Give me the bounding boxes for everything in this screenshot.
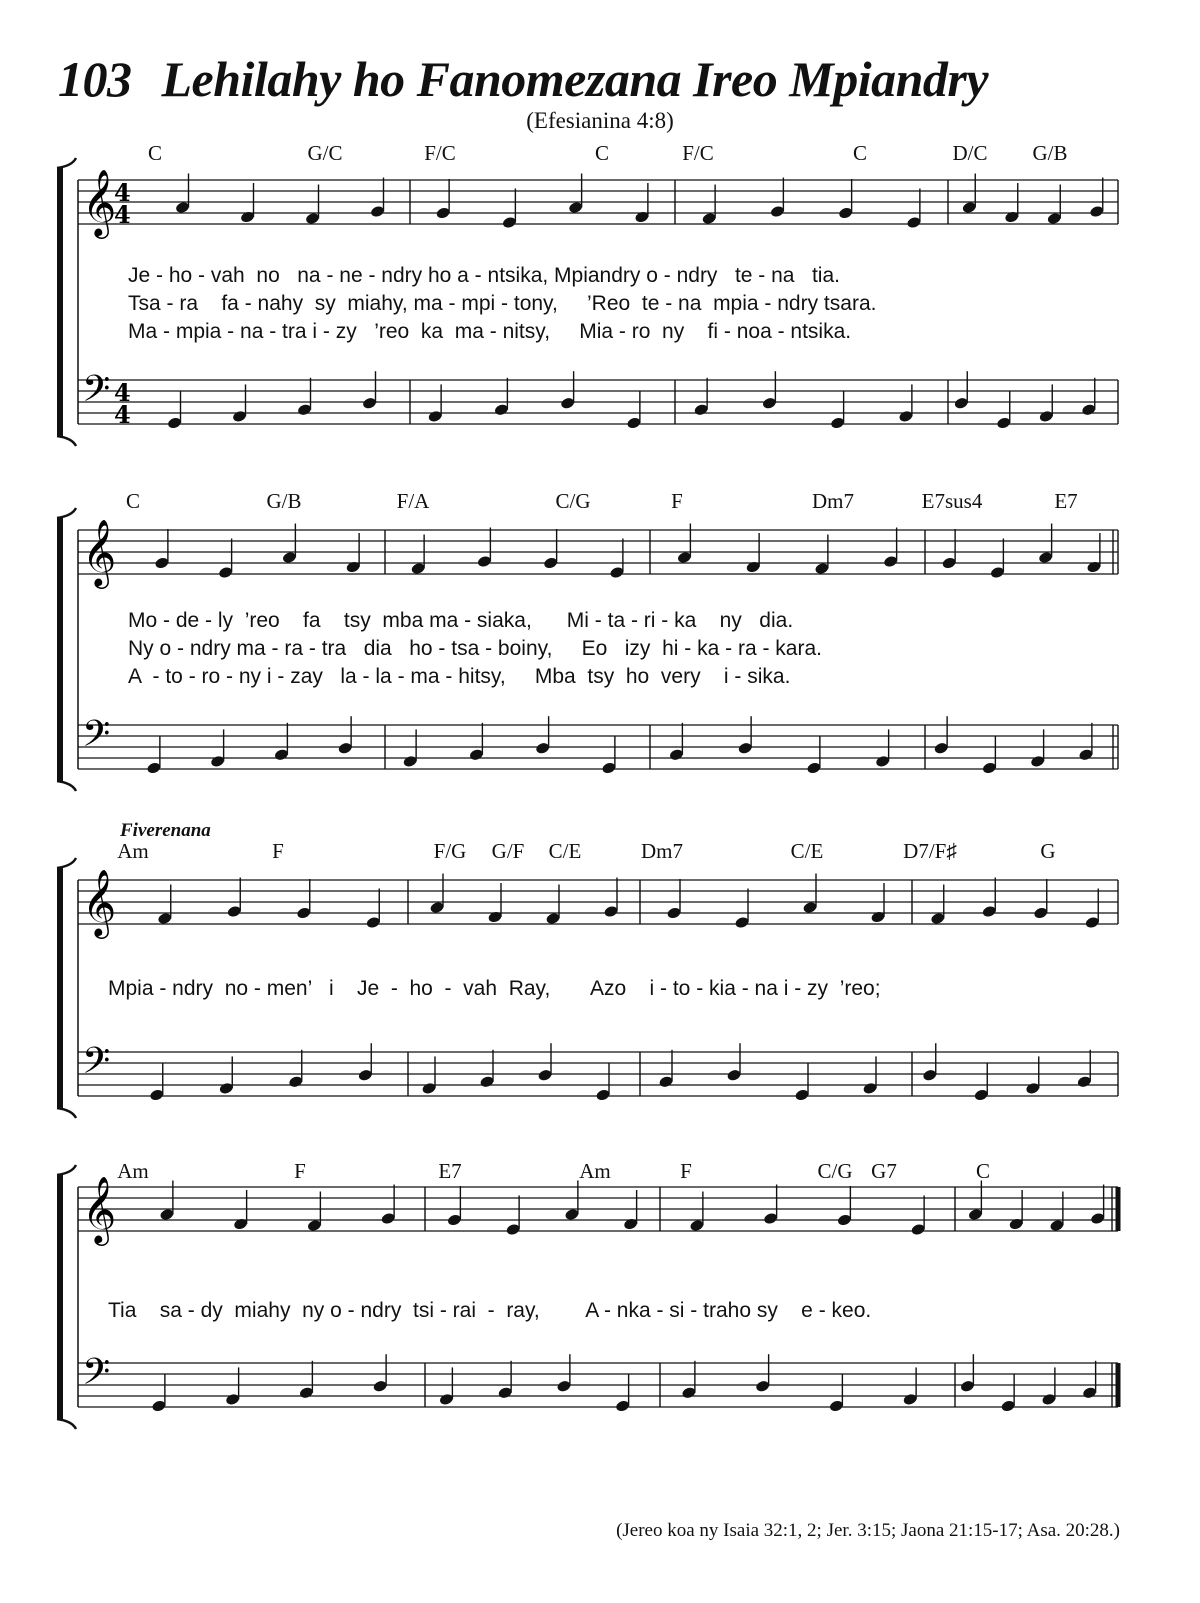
chord-symbol: G/B	[1032, 141, 1068, 165]
time-signature: 4	[114, 378, 131, 407]
chord-symbol: E7sus4	[921, 489, 983, 513]
chord-symbol: C	[147, 141, 163, 165]
chord-symbol: C	[594, 141, 610, 165]
chord-symbol: C	[975, 1159, 991, 1183]
chord-symbol: C	[852, 141, 868, 165]
bracket-hook	[57, 1108, 76, 1118]
chord-symbol: G7	[871, 1159, 897, 1183]
time-signature: 4	[114, 178, 131, 207]
chord-symbol: C/E	[548, 839, 582, 863]
hymn-number: 103	[58, 51, 132, 107]
bracket-hook	[57, 158, 76, 168]
time-signature: 4	[114, 200, 131, 229]
time-signature: 4	[114, 400, 131, 429]
chord-symbol: F	[294, 1159, 306, 1183]
lyric-line: Ma - mpia - na - tra i - zy ’reo ka ma - nitsy, Mia - ro ny fi - noa - ntsika.	[128, 320, 852, 343]
chord-symbol: F/A	[396, 489, 430, 513]
section-label: Fiverenana	[120, 820, 211, 841]
chord-symbol: C/G	[555, 489, 591, 513]
bass-clef-icon: 𝄢	[82, 713, 111, 764]
chord-symbol: F/C	[424, 141, 456, 165]
bracket-hook	[57, 1419, 76, 1429]
chord-symbol: E7	[438, 1159, 462, 1183]
lyric-line: Ny o - ndry ma - ra - tra dia ho - tsa - boiny, Eo izy hi - ka - ra - kara.	[128, 637, 822, 660]
chord-symbol: C	[125, 489, 141, 513]
chord-symbol: G/B	[266, 489, 302, 513]
lyric-line: Tia sa - dy miahy ny o - ndry tsi - rai - ray, A - nka - si - traho sy e - keo.	[108, 1299, 872, 1322]
bass-clef-icon: 𝄢	[82, 1040, 111, 1091]
treble-clef-icon: 𝄞	[82, 168, 117, 236]
chord-symbol: G/C	[307, 141, 343, 165]
bracket-hook	[57, 781, 76, 791]
chord-symbol: F	[680, 1159, 692, 1183]
chord-symbol: D7/F♯	[903, 839, 957, 863]
treble-clef-icon: 𝄞	[82, 868, 117, 936]
chord-symbol: Dm7	[641, 839, 683, 863]
chord-symbol: C/E	[790, 839, 824, 863]
chord-symbol: G/F	[491, 839, 525, 863]
lyric-line: Je - ho - vah no na - ne - ndry ho a - ntsika, Mpiandry o - ndry te - na tia.	[128, 264, 840, 287]
lyric-line: A - to - ro - ny i - zay la - la - ma - hitsy, Mba tsy ho very i - sika.	[128, 665, 791, 688]
lyric-line: Mo - de - ly ’reo fa tsy mba ma - siaka, Mi - ta - ri - ka ny dia.	[128, 609, 794, 632]
bass-clef-icon: 𝄢	[82, 1351, 111, 1402]
bracket-hook	[57, 858, 76, 868]
chord-symbol: Dm7	[812, 489, 854, 513]
chord-symbol: Am	[117, 1159, 149, 1183]
bracket-hook	[57, 1165, 76, 1175]
treble-clef-icon: 𝄞	[82, 518, 117, 586]
bass-clef-icon: 𝄢	[82, 368, 111, 419]
chord-symbol: Am	[579, 1159, 611, 1183]
chord-symbol: F	[272, 839, 284, 863]
chord-symbol: Am	[117, 839, 149, 863]
footer-references: (Jereo koa ny Isaia 32:1, 2; Jer. 3:15; Jaona 21:15-17; Asa. 20:28.)	[616, 1520, 1120, 1541]
chord-symbol: E7	[1054, 489, 1078, 513]
bracket-hook	[57, 436, 76, 446]
chord-symbol: F	[671, 489, 683, 513]
lyric-line: Mpia - ndry no - men’ i Je - ho - vah Ray, Azo i - to - kia - na i - zy ’reo;	[108, 977, 881, 1000]
bracket-hook	[57, 508, 76, 518]
chord-symbol: G	[1040, 839, 1056, 863]
hymn-title-text: Lehilahy ho Fanomezana Ireo Mpiandry	[161, 51, 989, 107]
scripture-reference: (Efesianina 4:8)	[526, 108, 674, 133]
treble-clef-icon: 𝄞	[82, 1175, 117, 1243]
chord-symbol: F/G	[433, 839, 467, 863]
chord-symbol: D/C	[952, 141, 988, 165]
chord-symbol: C/G	[817, 1159, 853, 1183]
lyric-line: Tsa - ra fa - nahy sy miahy, ma - mpi - tony, ’Reo te - na mpia - ndry tsara.	[128, 292, 877, 315]
chord-symbol: F/C	[682, 141, 714, 165]
